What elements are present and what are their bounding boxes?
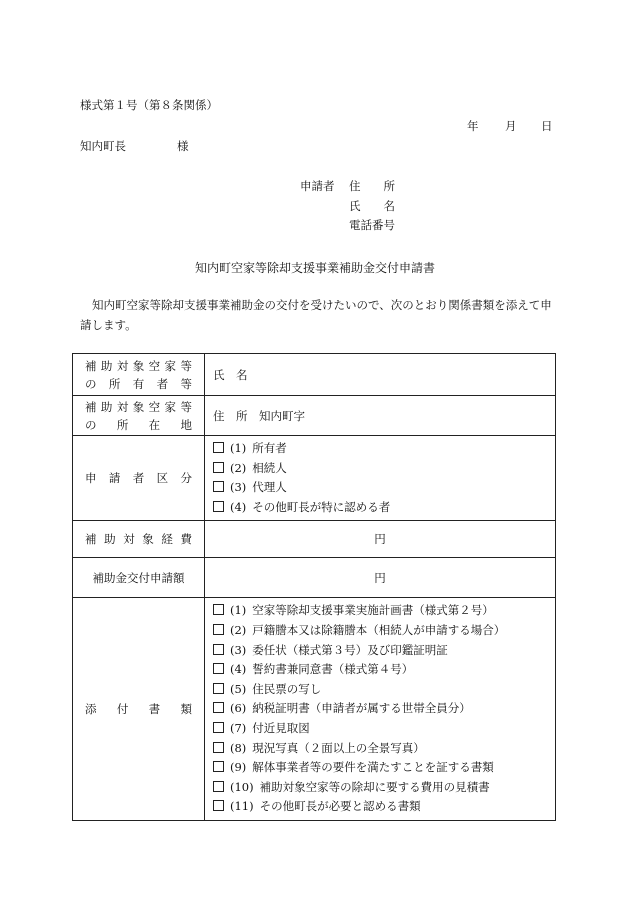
location-label-char: 所 xyxy=(116,417,129,432)
owner-label-line2 xyxy=(73,375,204,393)
attachment-checkbox[interactable] xyxy=(213,742,224,753)
category-option-number: (1) xyxy=(230,441,247,455)
category-option-text: 相続人 xyxy=(252,460,287,475)
attachment-item xyxy=(213,641,555,661)
attachment-item xyxy=(213,719,555,739)
attachment-item xyxy=(213,739,555,759)
location-address-cell[interactable]: 住 所 知内町字 xyxy=(205,396,556,436)
attachment-text: 補助対象空家等の除却に要する費用の見積書 xyxy=(259,779,490,794)
category-label-text xyxy=(73,469,204,487)
category-option-item xyxy=(213,498,555,518)
category-label-char: 申 xyxy=(85,471,97,486)
location-label-char: 家 xyxy=(164,399,177,414)
category-row xyxy=(73,436,556,521)
date-year-label: 年 xyxy=(467,119,479,133)
attachment-item xyxy=(213,758,555,778)
attachment-item xyxy=(213,601,555,621)
owner-label-char: 補 xyxy=(85,358,97,373)
attachments-label xyxy=(73,598,205,821)
attachment-text: 解体事業者等の要件を満たすことを証する書類 xyxy=(252,760,494,775)
category-option-number: (2) xyxy=(230,460,247,475)
category-option-number: (3) xyxy=(230,480,247,495)
category-label-char: 請 xyxy=(108,471,121,486)
applicant-label: 申請者 xyxy=(300,179,335,193)
attachment-number: (3) xyxy=(230,642,247,657)
attachment-text: 委任状（様式第３号）及び印鑑証明証 xyxy=(252,642,448,657)
expense-label-char: 経 xyxy=(161,532,173,547)
location-label-char: 等 xyxy=(180,399,192,414)
attachment-number: (8) xyxy=(230,740,247,755)
category-option-text: その他町長が特に認める者 xyxy=(252,499,391,514)
attachment-text: 住民票の写し xyxy=(252,681,322,696)
owner-name-cell[interactable]: 氏 名 xyxy=(205,354,556,396)
attachment-number: (10) xyxy=(230,779,254,794)
owner-row xyxy=(73,354,556,396)
expense-row xyxy=(73,521,556,558)
attachment-item xyxy=(213,621,555,641)
attachments-list xyxy=(213,598,555,820)
owner-label-line1 xyxy=(73,357,204,375)
attachments-label-char: 書 xyxy=(148,702,161,717)
attachments-label-char: 付 xyxy=(116,702,129,717)
applicant-name-label: 氏 名 xyxy=(349,199,395,213)
attachment-text: 納税証明書（申請者が属する世帯全員分） xyxy=(252,701,471,716)
attachments-label-char: 添 xyxy=(85,702,97,717)
attachment-text: 付近見取図 xyxy=(252,720,310,735)
application-form-table xyxy=(72,353,556,821)
owner-label-char: 象 xyxy=(132,358,145,373)
attachment-checkbox[interactable] xyxy=(213,644,224,655)
expense-label-char: 費 xyxy=(180,532,192,547)
category-option-text: 所有者 xyxy=(252,441,287,455)
attachment-checkbox[interactable] xyxy=(213,663,224,674)
expense-label-char: 対 xyxy=(123,532,135,547)
attachments-row xyxy=(73,598,556,821)
form-number: 様式第１号（第８条関係） xyxy=(80,98,218,112)
category-label-char: 分 xyxy=(180,471,192,486)
attachment-number: (1) xyxy=(230,603,247,618)
body-paragraph: 知内町空家等除却支援事業補助金の交付を受けたいので、次のとおり関係書類を添えて申請します。 xyxy=(80,298,552,332)
owner-label xyxy=(73,354,205,396)
category-options-cell xyxy=(205,436,556,521)
category-option-item xyxy=(213,439,555,459)
attachment-number: (4) xyxy=(230,662,247,677)
category-option-item xyxy=(213,478,555,498)
amount-label: 補助金交付申請額 xyxy=(73,558,205,598)
addressee: 知内町長 xyxy=(80,139,126,153)
location-row xyxy=(73,396,556,436)
owner-label-char: の xyxy=(85,376,97,391)
location-label-char: 対 xyxy=(116,399,129,414)
date-day-label: 日 xyxy=(541,119,553,133)
attachment-item xyxy=(213,797,555,817)
attachment-checkbox[interactable] xyxy=(213,800,224,811)
owner-label-char: 対 xyxy=(116,358,129,373)
owner-label-char: 有 xyxy=(132,376,145,391)
category-option-checkbox[interactable] xyxy=(213,462,224,473)
attachment-text: 空家等除却支援事業実施計画書（様式第２号） xyxy=(252,603,494,618)
category-option-checkbox[interactable] xyxy=(213,442,224,453)
attachment-text: 戸籍謄本又は除籍謄本（相続人が申請する場合） xyxy=(252,622,506,637)
location-label-char: 空 xyxy=(148,399,161,414)
owner-label-char: 所 xyxy=(108,376,121,391)
amount-row xyxy=(73,558,556,598)
addressee-suffix: 様 xyxy=(177,139,189,153)
attachment-item xyxy=(213,680,555,700)
owner-label-char: 等 xyxy=(180,358,192,373)
category-label xyxy=(73,436,205,521)
attachments-label-text xyxy=(73,700,204,718)
attachment-number: (2) xyxy=(230,622,247,637)
attachment-checkbox[interactable] xyxy=(213,761,224,772)
owner-label-char: 家 xyxy=(164,358,177,373)
attachment-number: (11) xyxy=(230,799,254,814)
document-title: 知内町空家等除却支援事業補助金交付申請書 xyxy=(194,261,435,275)
owner-label-char: 空 xyxy=(148,358,161,373)
category-option-item xyxy=(213,459,555,479)
attachment-number: (9) xyxy=(230,760,247,775)
expense-label-char: 助 xyxy=(104,532,116,547)
owner-label-char: 者 xyxy=(156,376,169,391)
location-label-char: の xyxy=(85,417,97,432)
location-label-char: 助 xyxy=(100,399,113,414)
attachments-label-char: 類 xyxy=(180,702,192,717)
expense-label-char: 象 xyxy=(142,532,154,547)
location-label xyxy=(73,396,205,436)
category-option-checkbox[interactable] xyxy=(213,481,224,492)
category-option-checkbox[interactable] xyxy=(213,501,224,512)
date-month-label: 月 xyxy=(505,119,517,133)
category-options xyxy=(213,436,555,520)
category-label-char: 者 xyxy=(132,471,145,486)
location-label-char: 地 xyxy=(180,417,192,432)
applicant-address-label: 住 所 xyxy=(349,179,395,193)
attachment-text: その他町長が必要と認める書類 xyxy=(259,799,421,814)
owner-label-char: 等 xyxy=(180,376,192,391)
amount-value-cell[interactable]: 円 xyxy=(205,558,556,598)
attachment-checkbox[interactable] xyxy=(213,702,224,713)
attachment-checkbox[interactable] xyxy=(213,624,224,635)
location-label-line1 xyxy=(73,398,204,416)
expense-label-text xyxy=(73,530,204,548)
attachment-text: 誓約書兼同意書（様式第４号） xyxy=(252,662,414,677)
attachment-item xyxy=(213,660,555,680)
attachment-item xyxy=(213,699,555,719)
location-label-char: 在 xyxy=(148,417,161,432)
attachment-checkbox[interactable] xyxy=(213,781,224,792)
attachment-number: (5) xyxy=(230,681,247,696)
location-label-line2 xyxy=(73,416,204,434)
category-label-char: 区 xyxy=(156,471,169,486)
location-label-char: 補 xyxy=(85,399,97,414)
attachment-number: (6) xyxy=(230,701,247,716)
attachment-item xyxy=(213,778,555,798)
category-option-text: 代理人 xyxy=(252,480,287,495)
expense-label-char: 補 xyxy=(85,532,97,547)
attachment-checkbox[interactable] xyxy=(213,683,224,694)
owner-label-char: 助 xyxy=(100,358,113,373)
attachment-text: 現況写真（２面以上の全景写真） xyxy=(252,740,425,755)
attachment-checkbox[interactable] xyxy=(213,722,224,733)
category-option-number: (4) xyxy=(230,499,247,514)
attachment-number: (7) xyxy=(230,720,247,735)
expense-label xyxy=(73,521,205,558)
expense-value-cell[interactable]: 円 xyxy=(205,521,556,558)
location-label-char: 象 xyxy=(132,399,145,414)
attachments-cell xyxy=(205,598,556,821)
applicant-phone-label: 電話番号 xyxy=(349,218,395,232)
attachment-checkbox[interactable] xyxy=(213,604,224,615)
